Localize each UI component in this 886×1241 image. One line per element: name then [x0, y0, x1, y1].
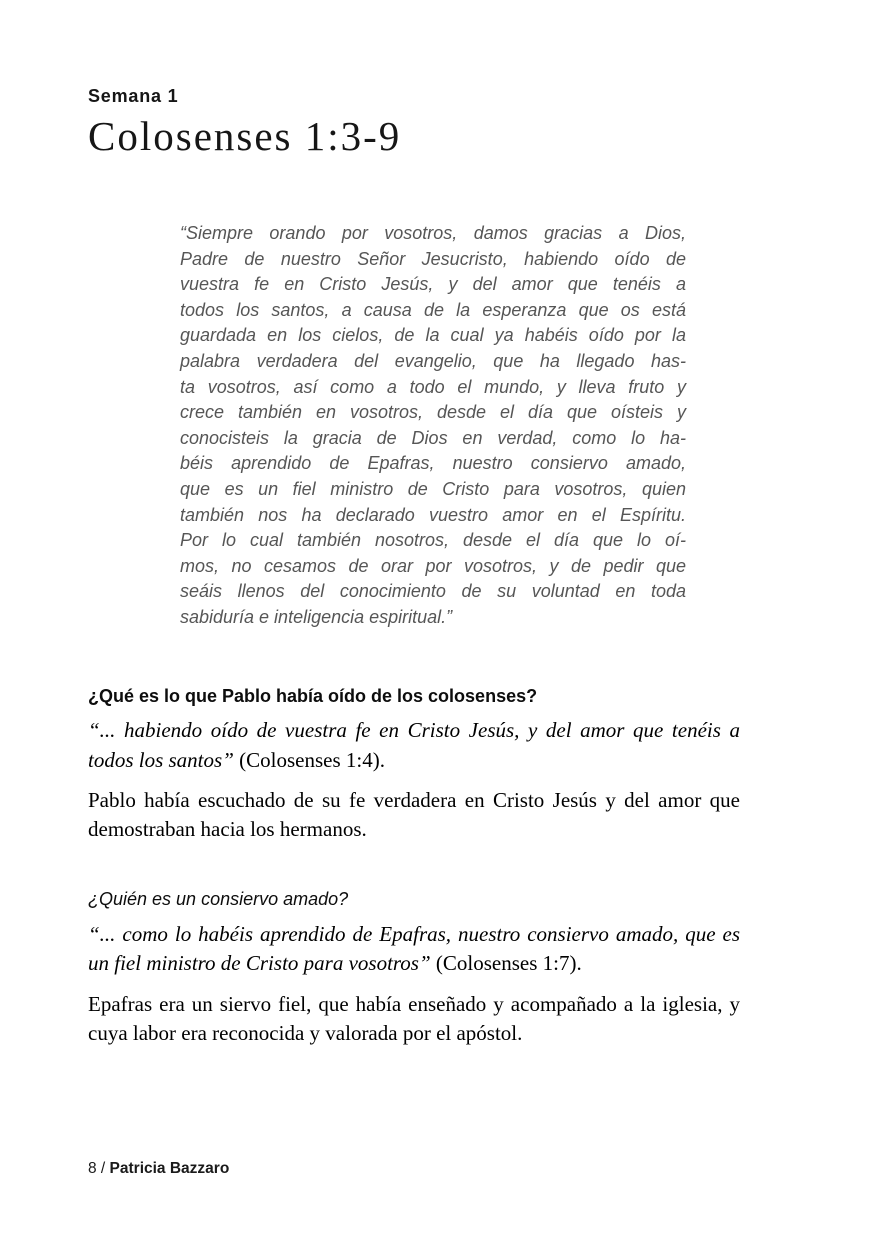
scripture-line: guardada en los cielos, de la cual ya habéis oído por la [180, 325, 686, 346]
answer-paragraph: Pablo había escuchado de su fe verdadera en Cristo Jesús y del amor que demostraban hacia los hermanos. [88, 788, 740, 842]
scripture-line: también nos ha declarado vuestro amor en el Espíritu. [180, 504, 686, 525]
page-number: 8 [88, 1160, 97, 1177]
scripture-line: “Siempre orando por vosotros, damos gracias a Dios, [180, 223, 686, 244]
scripture-line: Por lo cual también nosotros, desde el día que lo oí- [180, 530, 686, 551]
scripture-line: conocisteis la gracia de Dios en verdad, como lo ha- [180, 427, 686, 448]
question-heading: ¿Quién es un consiervo amado? [88, 889, 349, 910]
verse-citation [88, 920, 740, 979]
scripture-line: todos los santos, a causa de la esperanza que os está [180, 299, 686, 320]
qa-section-2 [88, 888, 740, 1048]
verse-citation [88, 716, 740, 775]
question-heading: ¿Qué es lo que Pablo había oído de los colosenses? [88, 685, 538, 706]
scripture-line: vuestra fe en Cristo Jesús, y del amor que tenéis a [180, 274, 686, 295]
author-name: Patricia Bazzaro [109, 1160, 230, 1177]
verse-quote-text: “... como lo habéis aprendido de Epafras, nuestro consiervo amado, que es un fiel ministro de Cristo para vosotros” [88, 921, 740, 976]
verse-quote-text: “... habiendo oído de vuestra fe en Cristo Jesús, y del amor que tenéis a todos los santos” [88, 718, 740, 772]
scripture-line: seáis llenos del conocimiento de su voluntad en toda [180, 581, 686, 602]
answer-paragraph: Epafras era un siervo fiel, que había enseñado y acompañado a la iglesia, y cuya labor era reconocida y valorada por el apóstol. [88, 991, 740, 1045]
scripture-line: béis aprendido de Epafras, nuestro consiervo amado, [180, 453, 686, 474]
scripture-quote-block [180, 221, 686, 631]
verse-reference: (Colosenses 1:7). [430, 951, 582, 976]
scripture-line: palabra verdadera del evangelio, que ha llegado has- [180, 351, 686, 372]
qa-section-1 [88, 685, 740, 845]
scripture-line: Padre de nuestro Señor Jesucristo, habiendo oído de [180, 248, 686, 269]
week-kicker: Semana 1 [88, 86, 179, 106]
scripture-line: sabiduría e inteligencia espiritual.” [180, 607, 453, 627]
page-footer [88, 1160, 229, 1178]
scripture-line: que es un fiel ministro de Cristo para vosotros, quien [180, 479, 686, 500]
scripture-line: crece también en vosotros, desde el día que oísteis y [180, 402, 686, 423]
page-title: Colosenses 1:3-9 [88, 113, 402, 159]
scripture-line: ta vosotros, así como a todo el mundo, y lleva fruto y [180, 376, 686, 397]
verse-reference: (Colosenses 1:4). [233, 747, 385, 772]
footer-separator: / [96, 1160, 110, 1177]
scripture-line: mos, no cesamos de orar por vosotros, y de pedir que [180, 555, 686, 576]
